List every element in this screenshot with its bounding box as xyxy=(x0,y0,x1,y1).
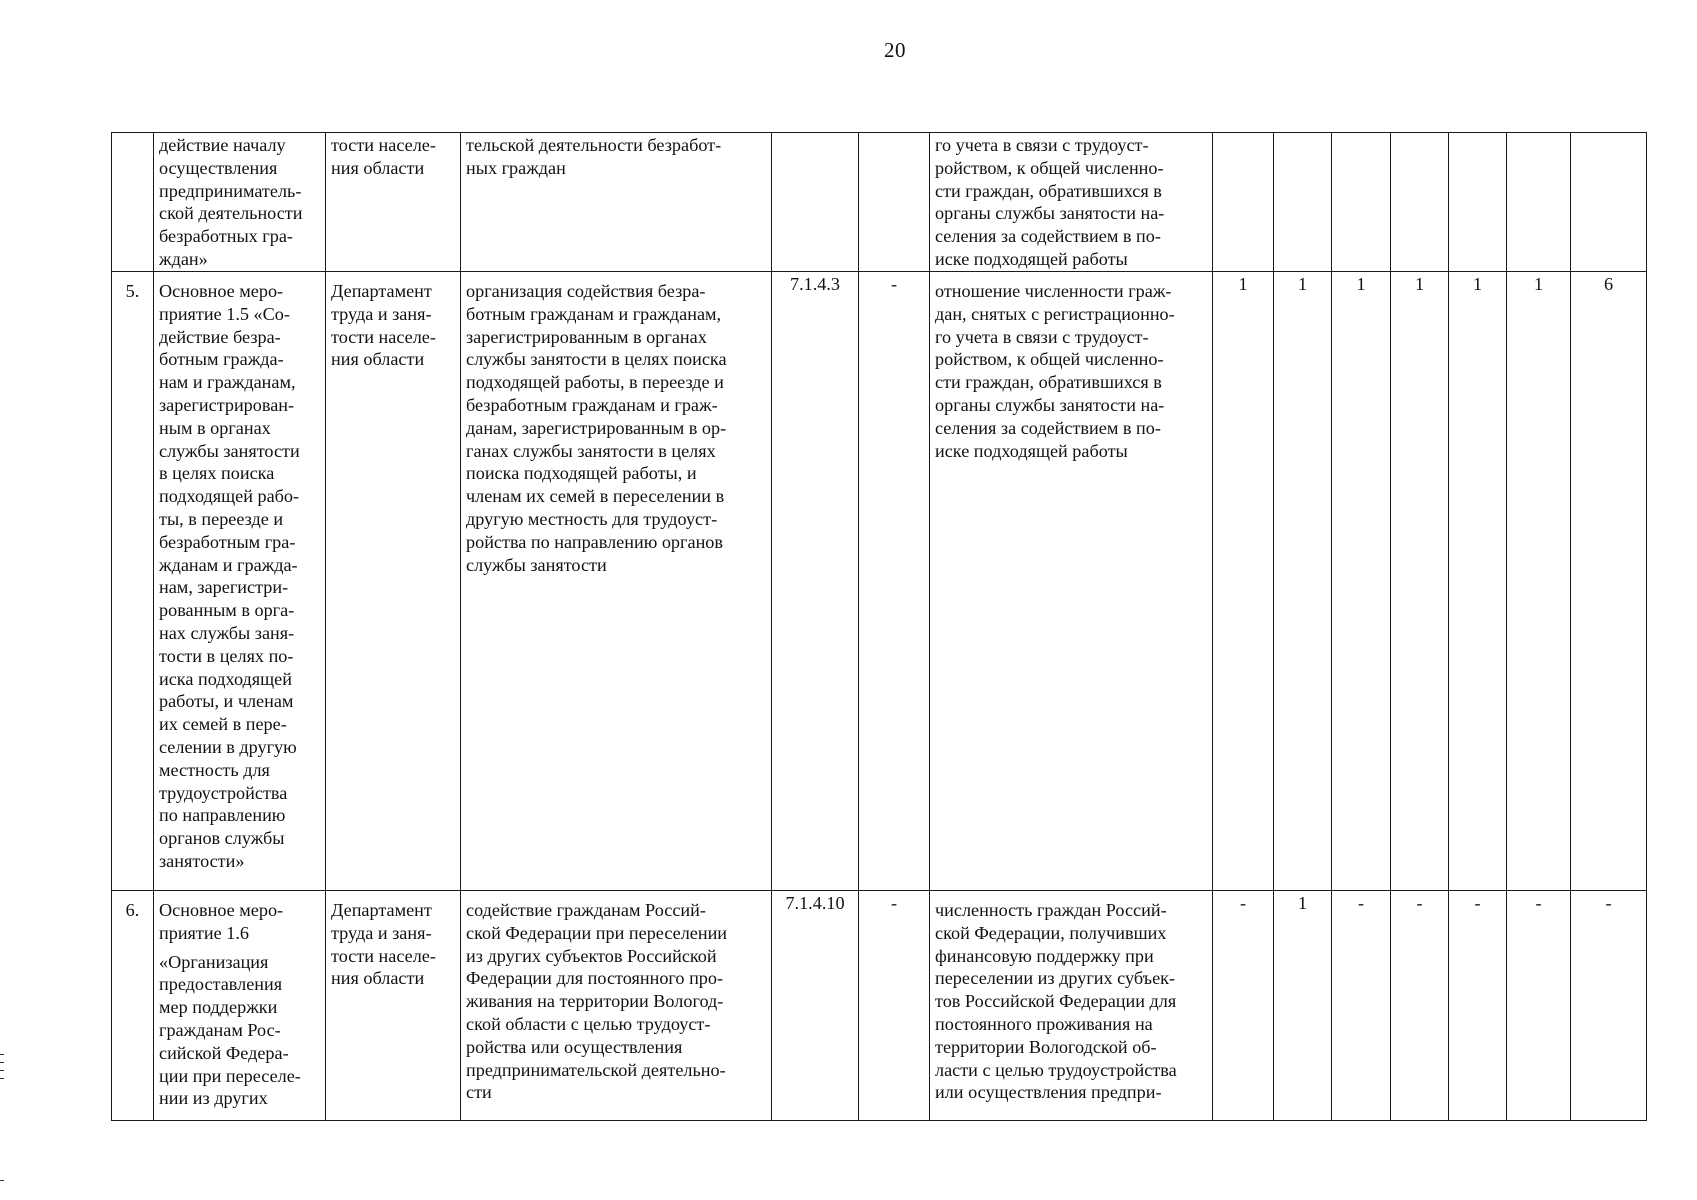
cell-text: 1 xyxy=(1297,274,1308,294)
cell-line: численность граждан Россий- xyxy=(935,900,1167,920)
cell-line: дан, снятых с регистрационно- xyxy=(935,303,1175,324)
value-cell xyxy=(1391,891,1449,1121)
cell-line: иска подходящей xyxy=(159,668,292,689)
cell-line: тости населе- xyxy=(331,945,436,966)
cell-line: тости населе- xyxy=(331,135,436,155)
margin-mark xyxy=(0,1180,4,1181)
value-cell xyxy=(1332,891,1391,1121)
cell-text: 7.1.4.3 xyxy=(789,274,840,294)
indicator-cell xyxy=(930,133,1213,272)
cell-line: ройства по направлению органов xyxy=(466,531,723,552)
executor-cell xyxy=(326,133,461,272)
value-cell xyxy=(1449,133,1507,272)
event-name-cell xyxy=(154,133,326,272)
value-cell xyxy=(1571,133,1647,272)
cell-text: - xyxy=(890,274,898,294)
indicator-cell xyxy=(930,891,1213,1121)
cell-line: другую местность для трудоуст- xyxy=(466,508,718,529)
cell-line: Основное меро- xyxy=(159,900,284,920)
cell-line: ройством, к общей численно- xyxy=(935,349,1164,370)
cell-line: го учета в связи с трудоуст- xyxy=(935,135,1149,155)
cell-line: постоянного проживания на xyxy=(935,1013,1153,1034)
cell-line: гражданам Рос- xyxy=(159,1019,281,1040)
cell-line: Федерации для постоянного про- xyxy=(466,968,724,989)
table-row xyxy=(112,272,1647,891)
cell-line: их семей в пере- xyxy=(159,714,287,735)
cell-text: - xyxy=(1357,893,1365,913)
value-cell xyxy=(1332,133,1391,272)
description-cell xyxy=(461,133,772,272)
cell-line: предоставления xyxy=(159,974,283,995)
value-cell xyxy=(1213,133,1274,272)
cell-line: осуществления xyxy=(159,157,278,178)
cell-line: органы службы занятости на- xyxy=(935,203,1165,224)
cell-line: безработным гражданам и граж- xyxy=(466,394,718,415)
cell-line: иске подходящей работы xyxy=(935,248,1128,269)
cell-text: 5. xyxy=(125,281,140,301)
cell-line: тости населе- xyxy=(331,326,436,347)
cell-line: территории Вологодской об- xyxy=(935,1036,1157,1057)
cell-line: ботным гражда- xyxy=(159,349,284,370)
value-cell xyxy=(1391,133,1449,272)
value-cell xyxy=(1332,272,1391,891)
cell-line: Основное меро- xyxy=(159,281,284,301)
cell-line: занятости» xyxy=(159,850,245,871)
cell-text: - xyxy=(1239,893,1247,913)
cell-line: Департамент xyxy=(331,900,432,920)
cell-line: финансовую поддержку при xyxy=(935,945,1154,966)
value-cell xyxy=(1274,891,1332,1121)
cell-line: ты, в переезде и xyxy=(159,508,284,529)
description-cell xyxy=(461,272,772,891)
cell-line: зарегистрированным в органах xyxy=(466,326,707,347)
cell-line: тельской деятельности безработ- xyxy=(466,135,722,155)
cell-line: ройства или осуществления xyxy=(466,1036,683,1057)
indicator-cell xyxy=(930,272,1213,891)
cell-line: приятие 1.5 «Со- xyxy=(159,303,290,324)
cell-line: действие началу xyxy=(159,135,286,155)
cell-line: нах службы заня- xyxy=(159,622,295,643)
cell-line: отношение численности граж- xyxy=(935,281,1172,301)
cell-line: селения за содействием в по- xyxy=(935,417,1161,438)
margin-mark xyxy=(0,1054,4,1055)
cell-line: содействие гражданам Россий- xyxy=(466,900,706,920)
value-cell xyxy=(1213,272,1274,891)
dash-cell xyxy=(859,891,930,1121)
cell-line: безработных гра- xyxy=(159,226,293,247)
cell-line: ройством, к общей численно- xyxy=(935,157,1164,178)
cell-text: 1 xyxy=(1472,274,1483,294)
cell-line: органов службы xyxy=(159,828,285,849)
cell-text: - xyxy=(1474,893,1481,913)
cell-text: 1 xyxy=(1356,274,1366,294)
cell-line: ных граждан xyxy=(466,157,566,178)
cell-line: труда и заня- xyxy=(331,303,432,324)
cell-line: в целях поиска xyxy=(159,463,275,484)
value-cell xyxy=(1507,133,1571,272)
value-cell xyxy=(1213,891,1274,1121)
cell-line: селении в другую xyxy=(159,736,297,757)
cell-line: тости в целях по- xyxy=(159,645,294,666)
cell-text: 1 xyxy=(1533,274,1544,294)
cell-line: данам, зарегистрированным в ор- xyxy=(466,417,727,438)
value-cell xyxy=(1571,891,1647,1121)
value-cell xyxy=(1571,272,1647,891)
program-table xyxy=(111,132,1647,1121)
cell-line: работы, и членам xyxy=(159,691,294,712)
cell-line: органы службы занятости на- xyxy=(935,394,1165,415)
cell-line: переселении из других субъек- xyxy=(935,968,1176,989)
cell-text: - xyxy=(1605,893,1612,913)
executor-cell xyxy=(326,891,461,1121)
margin-mark xyxy=(0,1070,4,1071)
row-number-cell xyxy=(112,133,154,272)
value-cell xyxy=(1507,272,1571,891)
cell-text: 6. xyxy=(125,900,140,920)
cell-line: ганах службы занятости в целях xyxy=(466,440,716,461)
cell-line: ской Федерации, получивших xyxy=(935,922,1167,943)
cell-line: труда и заня- xyxy=(331,922,432,943)
cell-line: приятие 1.6 xyxy=(159,922,249,943)
cell-line: организация содействия безра- xyxy=(466,281,706,301)
cell-line: иске подходящей работы xyxy=(935,440,1128,461)
cell-line: поиска подходящей работы, и xyxy=(466,463,697,484)
cell-line: по направлению xyxy=(159,805,286,826)
cell-line: подходящей рабо- xyxy=(159,486,300,507)
cell-line: живания на территории Вологод- xyxy=(466,991,724,1012)
cell-line: сти граждан, обратившихся в xyxy=(935,372,1162,393)
value-cell xyxy=(1274,133,1332,272)
cell-line: нам и гражданам, xyxy=(159,372,296,393)
cell-line: зарегистрирован- xyxy=(159,394,295,415)
cell-line: службы занятости xyxy=(466,554,607,575)
cell-line: или осуществления предпри- xyxy=(935,1082,1162,1103)
cell-line: жданам и гражда- xyxy=(159,554,298,575)
value-cell xyxy=(1449,272,1507,891)
code-cell xyxy=(772,272,859,891)
value-cell xyxy=(1449,891,1507,1121)
cell-line: сти xyxy=(466,1082,492,1103)
cell-line: ской Федерации при переселении xyxy=(466,922,728,943)
page-number: 20 xyxy=(884,38,906,62)
cell-line: ния области xyxy=(331,349,425,370)
margin-mark xyxy=(0,1062,4,1063)
event-name-cell xyxy=(154,891,326,1121)
cell-line: ской области с целью трудоуст- xyxy=(466,1013,711,1034)
value-cell xyxy=(1274,272,1332,891)
table-row xyxy=(112,891,1647,1121)
cell-text: 6 xyxy=(1603,274,1614,294)
cell-line: местность для xyxy=(159,759,270,780)
cell-line: службы занятости в целях поиска xyxy=(466,349,727,370)
cell-line: «Организация xyxy=(159,951,269,972)
cell-line: ния области xyxy=(331,968,425,989)
cell-text: - xyxy=(1416,893,1423,913)
cell-line: сти граждан, обратившихся в xyxy=(935,180,1162,201)
row-number-cell xyxy=(112,272,154,891)
cell-line: ции при переселе- xyxy=(159,1065,301,1086)
cell-line: ботным гражданам и гражданам, xyxy=(466,303,722,324)
cell-line: Департамент xyxy=(331,281,432,301)
cell-line: нии из других xyxy=(159,1088,268,1109)
code-cell xyxy=(772,891,859,1121)
cell-line: трудоустройства xyxy=(159,782,288,803)
cell-line: из других субъектов Российской xyxy=(466,945,717,966)
row-number-cell xyxy=(112,891,154,1121)
cell-line: действие безра- xyxy=(159,326,281,347)
cell-line: ской деятельности xyxy=(159,203,303,224)
cell-line: селения за содействием в по- xyxy=(935,226,1161,247)
table-row xyxy=(112,133,1647,272)
cell-line: тов Российской Федерации для xyxy=(935,991,1177,1012)
value-cell xyxy=(1507,891,1571,1121)
executor-cell xyxy=(326,272,461,891)
cell-line: го учета в связи с трудоуст- xyxy=(935,326,1149,347)
cell-line: ния области xyxy=(331,157,425,178)
event-name-cell xyxy=(154,272,326,891)
cell-line: рованным в орга- xyxy=(159,600,295,621)
cell-line: членам их семей в переселении в xyxy=(466,486,725,507)
dash-cell xyxy=(859,272,930,891)
cell-line: сийской Федера- xyxy=(159,1042,289,1063)
cell-text: - xyxy=(1535,893,1542,913)
cell-line: подходящей работы, в переезде и xyxy=(466,372,724,393)
cell-text: 1 xyxy=(1297,893,1308,913)
value-cell xyxy=(1391,272,1449,891)
cell-text: 1 xyxy=(1238,274,1248,294)
cell-line: нам, зарегистри- xyxy=(159,577,289,598)
cell-line: ждан» xyxy=(159,248,208,269)
cell-line: мер поддержки xyxy=(159,997,278,1018)
cell-line: ласти с целью трудоустройства xyxy=(935,1059,1177,1080)
cell-line: безработным гра- xyxy=(159,531,296,552)
code-cell xyxy=(772,133,859,272)
cell-text: 7.1.4.10 xyxy=(785,893,845,913)
cell-line: предприниматель- xyxy=(159,180,302,201)
margin-mark xyxy=(0,1078,4,1079)
cell-text: - xyxy=(890,893,898,913)
cell-text: 1 xyxy=(1414,274,1425,294)
cell-line: предпринимательской деятельно- xyxy=(466,1059,726,1080)
cell-line: службы занятости xyxy=(159,440,300,461)
cell-line: ным в органах xyxy=(159,417,271,438)
dash-cell xyxy=(859,133,930,272)
description-cell xyxy=(461,891,772,1121)
